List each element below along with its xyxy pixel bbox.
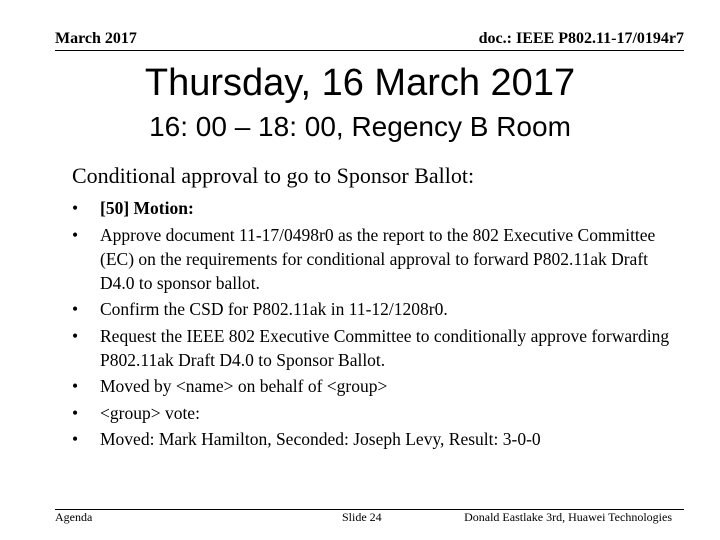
bullet-item: [72, 223, 672, 295]
bullet-text: Request the IEEE 802 Executive Committee to conditionally approve forwarding P802.11ak Draft D4.0 to Sponsor Ballot.: [100, 325, 670, 370]
header-divider: [55, 50, 684, 51]
bullet-dot: •: [72, 325, 79, 346]
footer-slide-number: Slide 24: [342, 510, 382, 524]
header-doc-id: doc.: IEEE P802.11-17/0194r7: [478, 30, 684, 47]
bullet-text: Moved: Mark Hamilton, Seconded: Joseph Levy, Result: 3-0-0: [100, 429, 541, 449]
bullet-item: [72, 297, 672, 321]
bullet-dot: •: [72, 224, 79, 245]
bullet-item: [72, 374, 672, 398]
bullet-item: [72, 427, 672, 451]
bullet-item: [72, 196, 672, 220]
header-date: March 2017: [55, 30, 137, 47]
bullet-dot: •: [72, 376, 79, 396]
bullet-item: [72, 401, 672, 425]
bullet-text: [50] Motion:: [100, 198, 194, 218]
bullet-dot: •: [72, 198, 79, 218]
bullet-list: [72, 196, 672, 454]
bullet-dot: •: [72, 429, 79, 449]
bullet-text: Moved by <name> on behalf of <group>: [100, 376, 388, 396]
bullet-text: Confirm the CSD for P802.11ak in 11-12/1208r0.: [100, 299, 448, 319]
bullet-text: <group> vote:: [100, 402, 200, 423]
bullet-dot: •: [72, 402, 79, 423]
bullet-text: Approve document 11-17/0498r0 as the report to the 802 Executive Committee (EC) on the requirements for conditional approval to forward P802.11ak Draft D4.0 to sponsor ballot.: [100, 224, 656, 293]
footer-agenda: Agenda: [55, 510, 93, 524]
bullet-item: [72, 324, 672, 372]
section-heading: Conditional approval to go to Sponsor Ballot:: [72, 163, 475, 188]
footer-author: Donald Eastlake 3rd, Huawei Technologies: [464, 510, 672, 524]
slide-title: Thursday, 16 March 2017: [144, 62, 576, 104]
slide-subtitle: 16: 00 – 18: 00, Regency B Room: [149, 111, 571, 142]
bullet-dot: •: [72, 299, 79, 319]
